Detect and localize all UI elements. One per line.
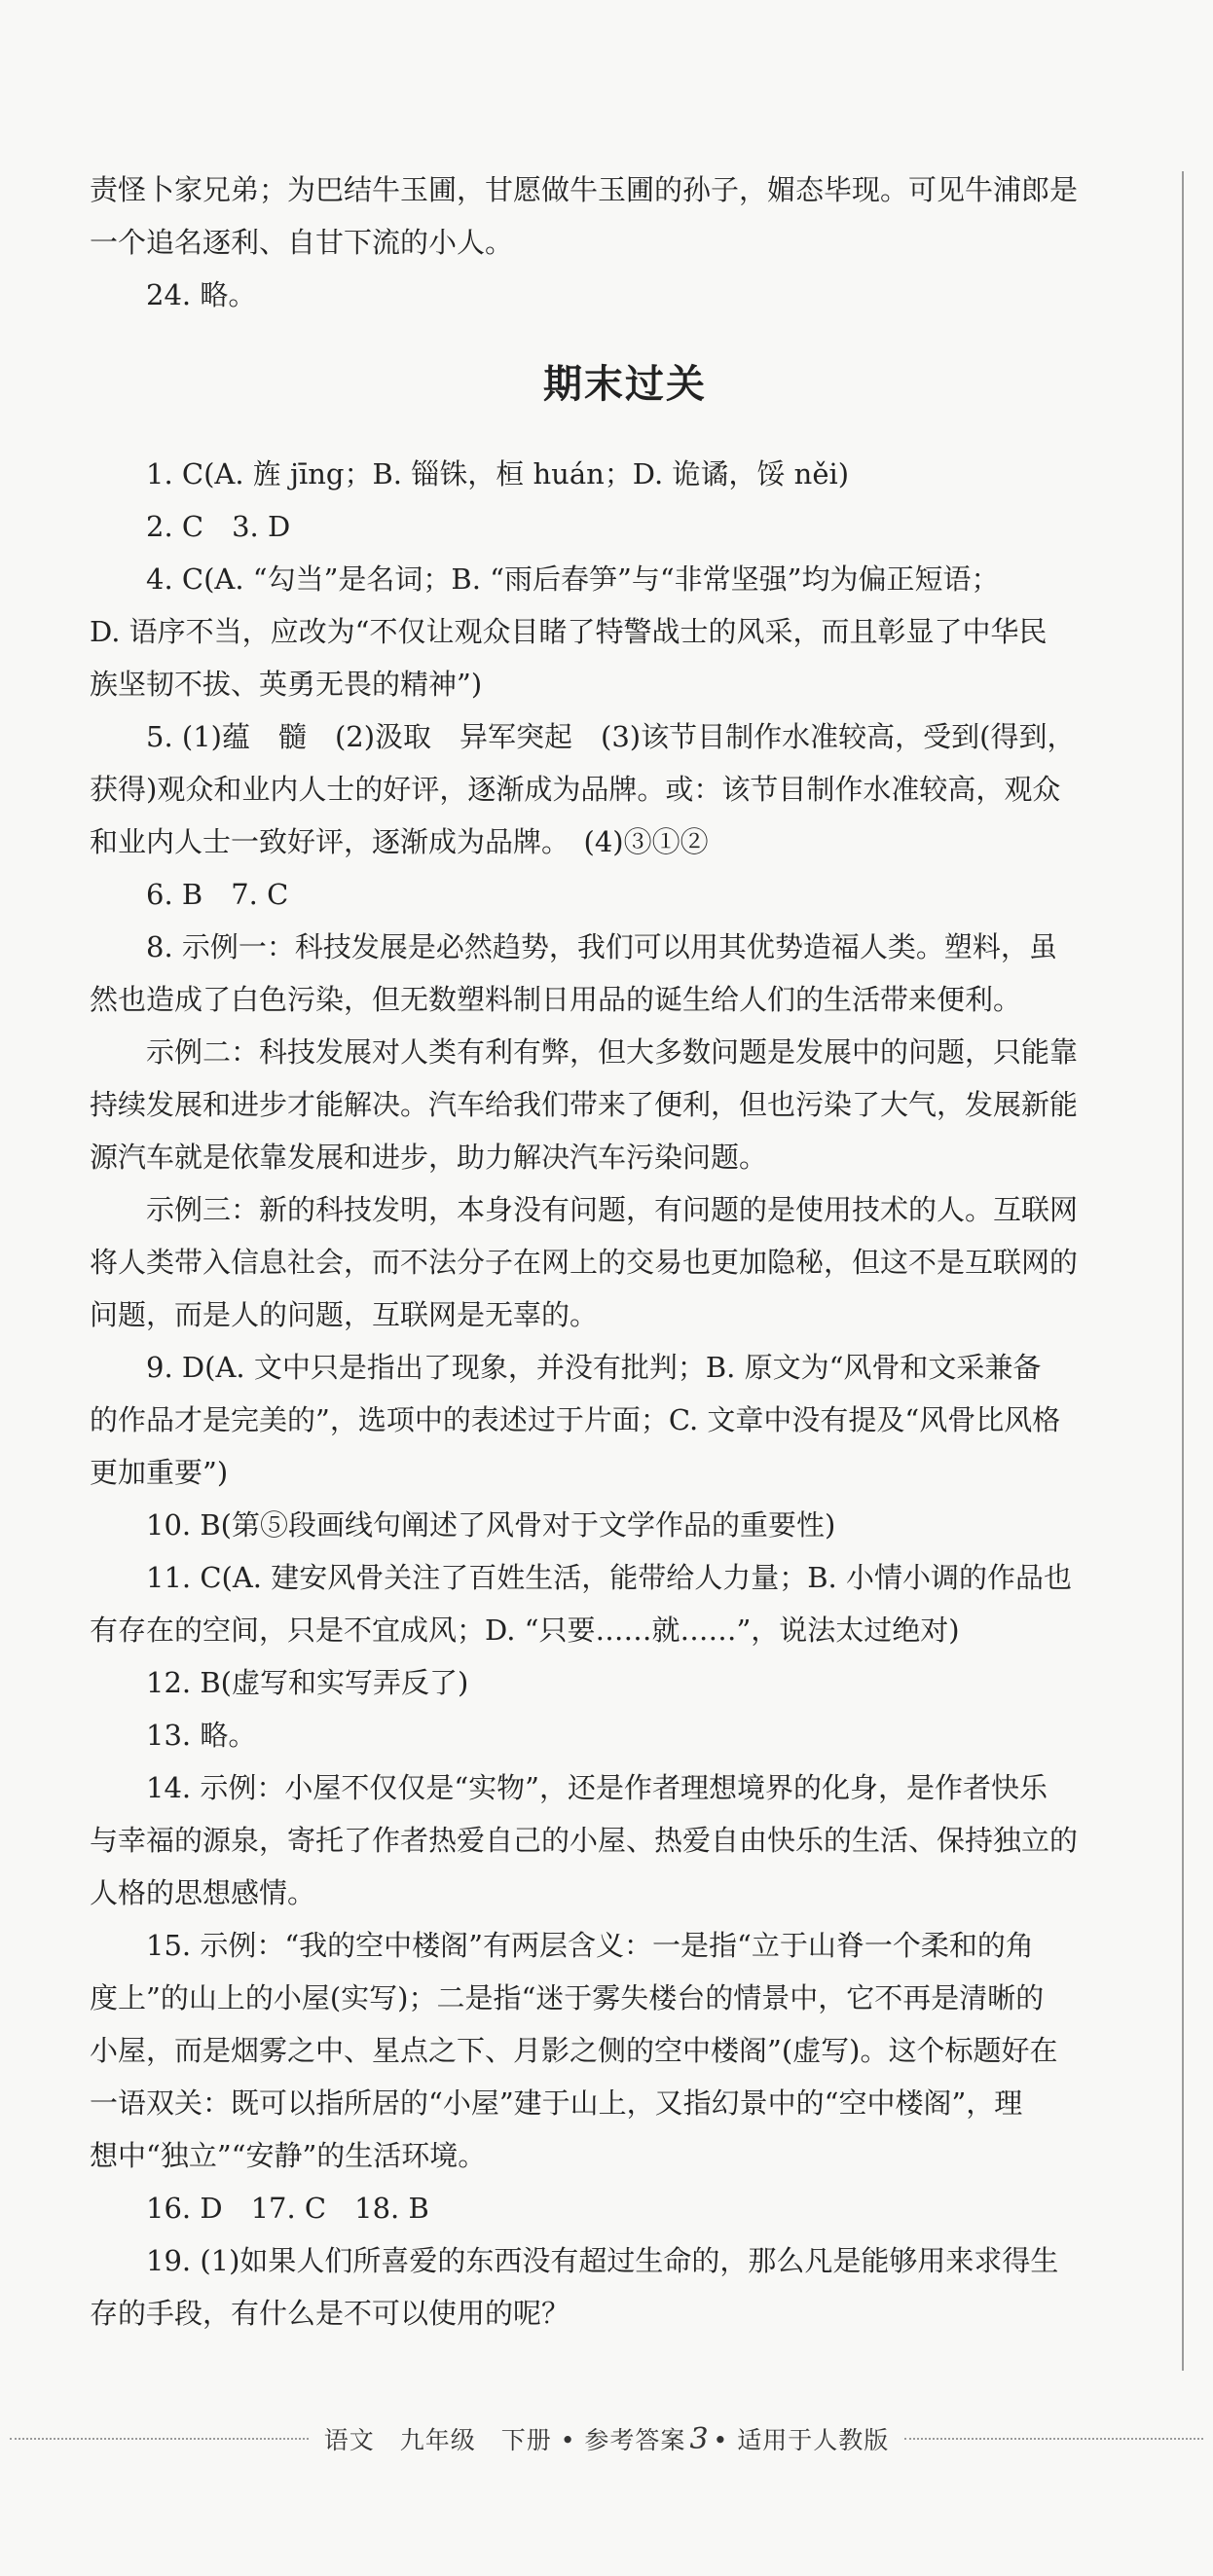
answer-line: 有存在的空间，只是不宜成风；D. “只要……就……”，说法太过绝对) xyxy=(90,1614,960,1647)
answer-line: 将人类带入信息社会，而不法分子在网上的交易也更加隐秘，但这不是互联网的 xyxy=(90,1246,1079,1279)
footer-label xyxy=(324,2421,889,2456)
answer-line: 5. (1)蕴 髓 (2)汲取 异军突起 (3)该节目制作水准较高，受到(得到， xyxy=(146,720,1076,753)
prev-answer-line: 一个追名逐利、自甘下流的小人。 xyxy=(90,226,514,259)
section-title: 期末过关 xyxy=(543,362,707,407)
answer-line: 人格的思想感情。 xyxy=(90,1876,316,1909)
answer-line: 想中“独立”“安静”的生活环境。 xyxy=(90,2139,487,2172)
page-number: 3 xyxy=(689,2422,710,2456)
footer-book-info: 语文 九年级 下册 • 参考答案 xyxy=(323,2426,686,2454)
answer-line: 小屋，而是烟雾之中、星点之下、月影之侧的空中楼阁”(虚写)。这个标题好在 xyxy=(90,2034,1058,2067)
answer-line: 获得)观众和业内人士的好评，逐渐成为品牌。或：该节目制作水准较高，观众 xyxy=(90,773,1061,806)
footer-dotted-rule-left xyxy=(10,2438,309,2440)
page-footer xyxy=(0,2419,1213,2458)
answer-content xyxy=(90,163,1160,2340)
answer-line: 1. C(A. 旌 jīng；B. 锱铢，桓 huán；D. 诡谲，馁 něi) xyxy=(146,457,850,490)
answer-line: 4. C(A. “勾当”是名词；B. “雨后春笋”与“非常坚强”均为偏正短语； xyxy=(146,562,1000,596)
answer-line: 10. B(第⑤段画线句阐述了风骨对于文学作品的重要性) xyxy=(146,1508,836,1542)
footer-edition: • 适用于人教版 xyxy=(713,2426,890,2454)
prev-answer-line: 责怪卜家兄弟；为巴结牛玉圃，甘愿做牛玉圃的孙子，媚态毕现。可见牛浦郎是 xyxy=(90,173,1079,206)
answer-line: 和业内人士一致好评，逐渐成为品牌。 (4)③①② xyxy=(90,825,709,858)
answer-line: 源汽车就是依靠发展和进步，助力解决汽车污染问题。 xyxy=(90,1141,768,1174)
answer-line: 一语双关：既可以指所居的“小屋”建于山上，又指幻景中的“空中楼阁”，理 xyxy=(90,2086,1023,2120)
answer-line: 度上”的山上的小屋(实写)；二是指“迷于雾失楼台的情景中，它不再是清晰的 xyxy=(90,1981,1045,2014)
answer-line: 9. D(A. 文中只是指出了现象，并没有批判；B. 原文为“风骨和文采兼备 xyxy=(146,1351,1042,1384)
right-margin-rule xyxy=(1182,171,1184,2371)
answer-line: 示例三：新的科技发明，本身没有问题，有问题的是使用技术的人。互联网 xyxy=(146,1193,1079,1226)
answer-line: 13. 略。 xyxy=(146,1719,257,1752)
answer-line: 19. (1)如果人们所喜爱的东西没有超过生命的，那么凡是能够用来求得生 xyxy=(146,2244,1059,2277)
answer-line: 的作品才是完美的”，选项中的表述过于片面；C. 文章中没有提及“风骨比风格 xyxy=(90,1403,1061,1436)
answer-line: 2. C 3. D xyxy=(146,510,291,543)
answer-line: 8. 示例一：科技发展是必然趋势，我们可以用其优势造福人类。塑料，虽 xyxy=(146,930,1057,963)
answer-line: 问题，而是人的问题，互联网是无辜的。 xyxy=(90,1298,599,1331)
answer-line: D. 语序不当，应改为“不仅让观众目睹了特警战士的风采，而且彰显了中华民 xyxy=(90,615,1048,648)
answer-line: 更加重要”) xyxy=(90,1456,229,1489)
answer-line: 6. B 7. C xyxy=(146,878,289,911)
answer-line: 然也造成了白色污染，但无数塑料制日用品的诞生给人们的生活带来便利。 xyxy=(90,983,1022,1016)
answer-line: 与幸福的源泉，寄托了作者热爱自己的小屋、热爱自由快乐的生活、保持独立的 xyxy=(90,1824,1079,1857)
answer-line: 11. C(A. 建安风骨关注了百姓生活，能带给人力量；B. 小情小调的作品也 xyxy=(146,1561,1072,1594)
answer-line: 14. 示例：小屋不仅仅是“实物”，还是作者理想境界的化身，是作者快乐 xyxy=(146,1771,1048,1804)
answer-line: 示例二：科技发展对人类有利有弊，但大多数问题是发展中的问题，只能靠 xyxy=(146,1035,1079,1069)
answer-line: 15. 示例：“我的空中楼阁”有两层含义：一是指“立于山脊一个柔和的角 xyxy=(146,1929,1034,1962)
footer-dotted-rule-right xyxy=(904,2438,1203,2440)
answer-line: 持续发展和进步才能解决。汽车给我们带来了便利，但也污染了大气，发展新能 xyxy=(90,1088,1079,1121)
answers-list xyxy=(90,448,1160,2340)
answer-line: 族坚韧不拔、英勇无畏的精神”) xyxy=(90,668,483,701)
answer-line: 存的手段，有什么是不可以使用的呢？ xyxy=(90,2297,570,2330)
answer-line: 12. B(虚写和实写弄反了) xyxy=(146,1666,469,1699)
answer-24: 24. 略。 xyxy=(146,278,257,311)
answer-line: 16. D 17. C 18. B xyxy=(146,2192,429,2225)
